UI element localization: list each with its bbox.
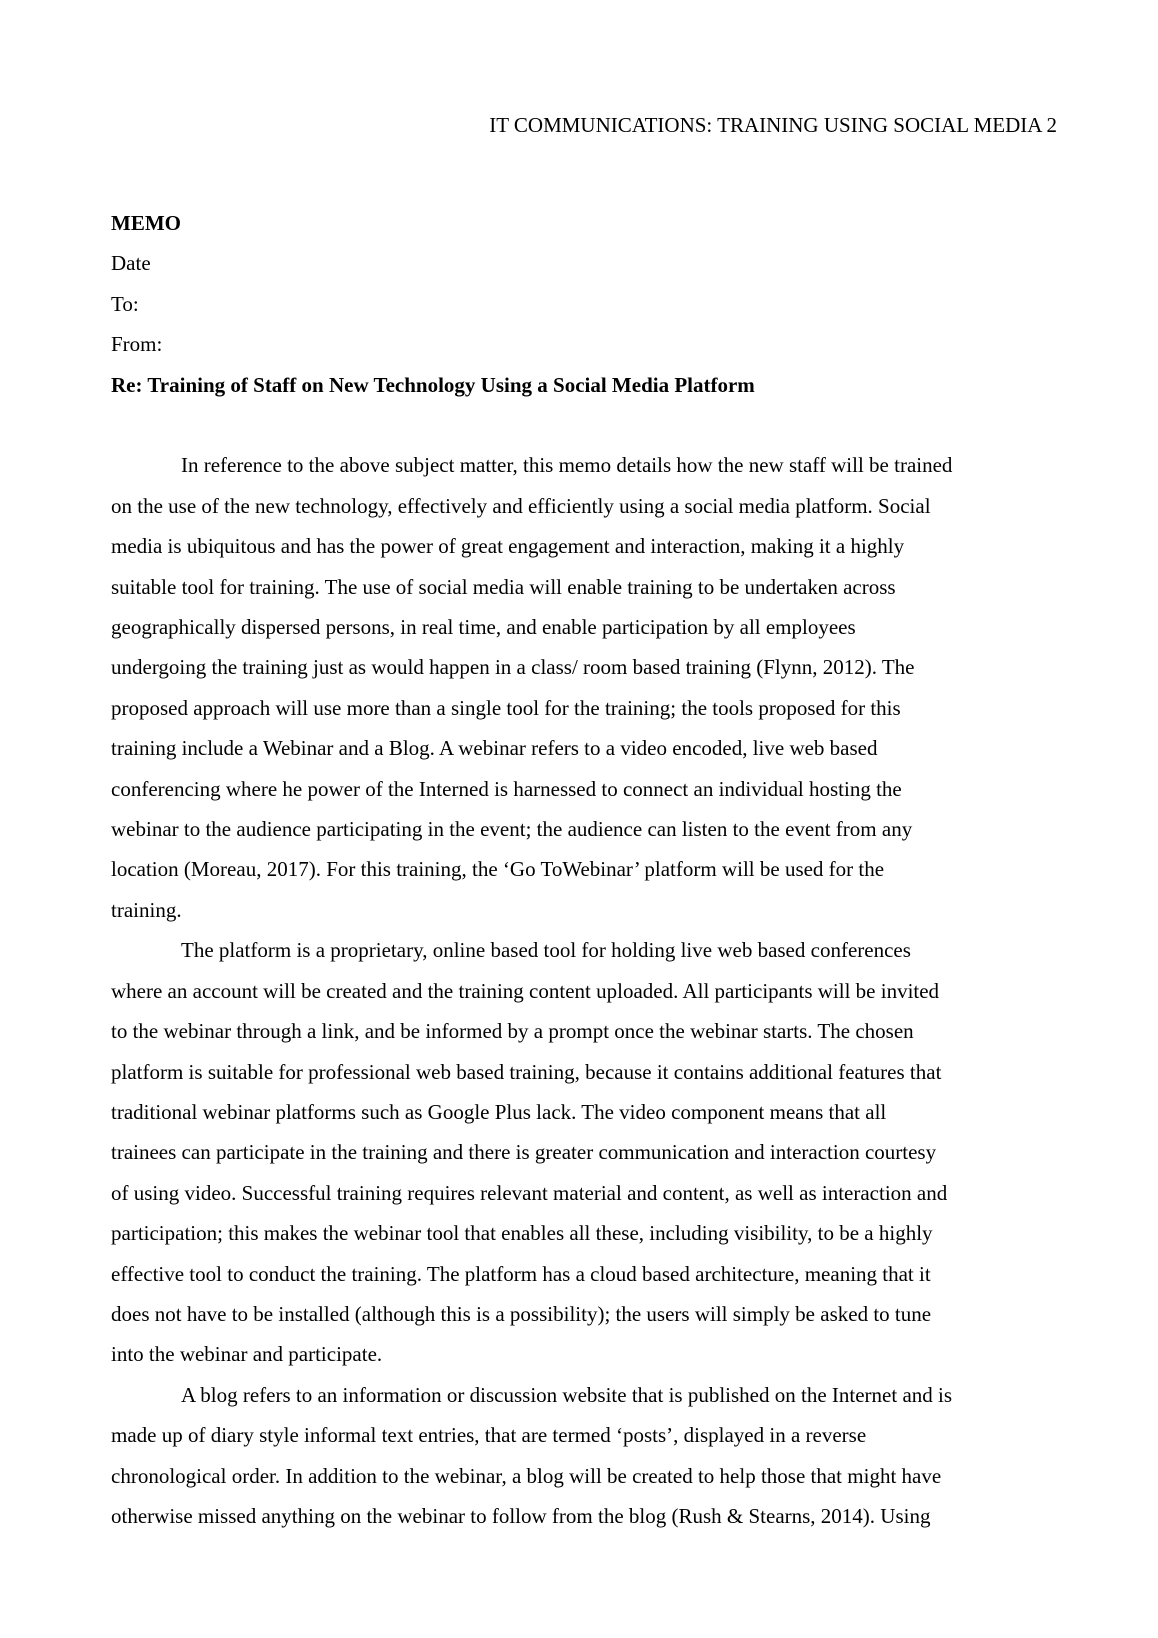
memo-from-label: From: <box>111 332 163 357</box>
blank-line <box>111 405 1055 445</box>
paragraph-intro: In reference to the above subject matter, this memo details how the new staff will be trained on the use of the new technology, effectively and efficiently using a social media platform. Social media is ubiquitous and has the power of great engagement and interaction, making it a highly suitable tool for training. The use of social media will enable training to be undertaken across geographically dispersed persons, in real time, and enable participation by all employees undergoing the training just as would happen in a class/ room based training (Flynn, 2012). The proposed approach will use more than a single tool for the training; the tools proposed for this training include a Webinar and a Blog. A webinar refers to a video encoded, live web based conferencing where he power of the Interned is harnessed to connect an individual hosting the webinar to the audience participating in the event; the audience can listen to the event from any location (Moreau, 2017). For this training, the ‘Go ToWebinar’ platform will be used for the training. <box>111 453 953 922</box>
memo-title: MEMO <box>111 211 181 235</box>
running-head: IT COMMUNICATIONS: TRAINING USING SOCIAL MEDIA 2 <box>489 113 1057 137</box>
paragraph-blog: A blog refers to an information or discussion website that is published on the Internet and is made up of diary style informal text entries, that are termed ‘posts’, displayed in a reverse chronological order. In addition to the webinar, a blog will be created to help those that might have otherwise missed anything on the webinar to follow from the blog (Rush & Stearns, 2014). Using <box>111 1382 953 1528</box>
memo-body <box>111 203 1055 1536</box>
memo-subject: Re: Training of Staff on New Technology Using a Social Media Platform <box>111 372 755 397</box>
paragraph-platform: The platform is a proprietary, online based tool for holding live web based conferences where an account will be created and the training content uploaded. All participants will be invited to the webinar through a link, and be informed by a prompt once the webinar starts. The chosen platform is suitable for professional web based training, because it contains additional features that traditional webinar platforms such as Google Plus lack. The video component means that all trainees can participate in the training and there is greater communication and interaction courtesy of using video. Successful training requires relevant material and content, as well as interaction and participation; this makes the webinar tool that enables all these, including visibility, to be a highly effective tool to conduct the training. The platform has a cloud based architecture, meaning that it does not have to be installed (although this is a possibility); the users will simply be asked to tune into the webinar and participate. <box>111 938 948 1367</box>
memo-to-label: To: <box>111 291 139 316</box>
memo-date-label: Date <box>111 251 151 276</box>
